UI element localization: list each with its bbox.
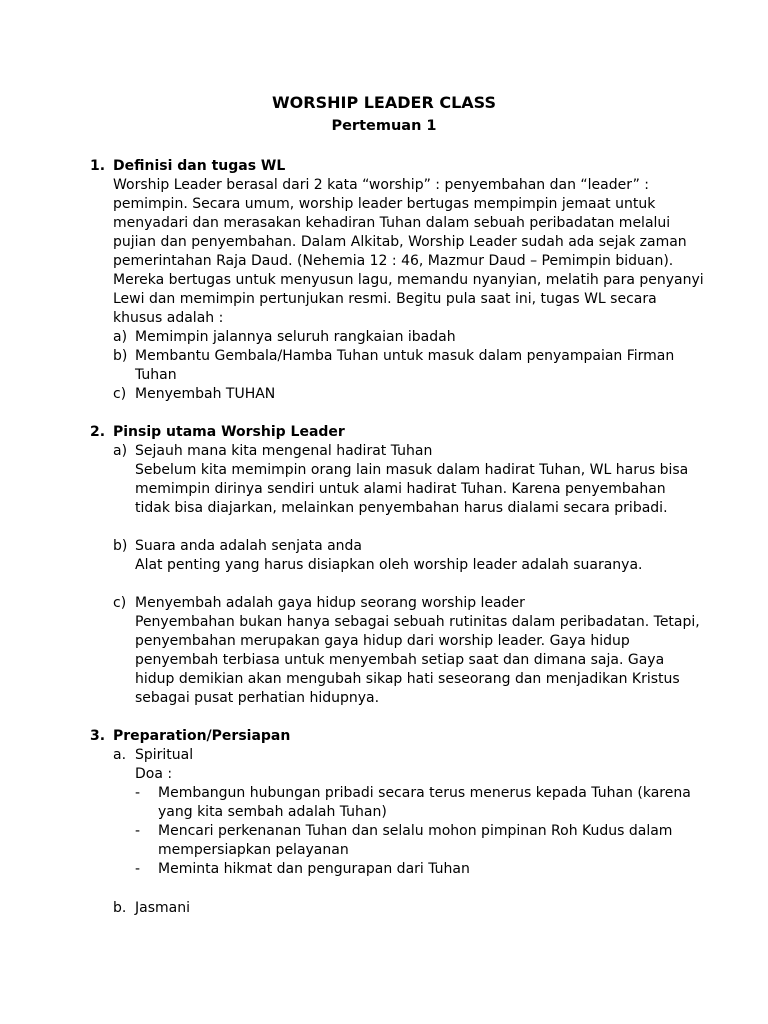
list-item: Penyembahan bukan hanya sebagai sebuah rutinitas dalam peribadatan. Tetapi, — [135, 614, 700, 630]
bullet-marker: - — [135, 785, 141, 801]
section-1-paragraph-line: Worship Leader berasal dari 2 kata “worship” : penyembahan dan “leader” : — [113, 177, 649, 193]
section-2-heading: Pinsip utama Worship Leader — [113, 424, 345, 440]
list-marker: b) — [113, 348, 128, 364]
list-item: penyembahan merupakan gaya hidup dari worship leader. Gaya hidup — [135, 633, 630, 649]
list-marker: c) — [113, 595, 127, 611]
list-item: Menyembah adalah gaya hidup seorang worship leader — [135, 595, 525, 611]
list-item: Memimpin jalannya seluruh rangkaian ibadah — [135, 329, 456, 345]
section-3-number: 3. — [90, 728, 106, 744]
list-item: Tuhan — [135, 367, 177, 383]
doa-label: Doa : — [135, 766, 173, 782]
list-item: Suara anda adalah senjata anda — [135, 538, 363, 554]
bullet-item: Mencari perkenanan Tuhan dan selalu mohon pimpinan Roh Kudus dalam — [158, 823, 673, 839]
list-item: hidup demikian akan mengubah sikap hati seseorang dan menjadikan Kristus — [135, 671, 680, 687]
section-3-heading: Preparation/Persiapan — [113, 728, 291, 744]
section-1-paragraph-line: khusus adalah : — [113, 310, 224, 326]
bullet-item: Meminta hikmat dan pengurapan dari Tuhan — [158, 861, 470, 877]
section-1-paragraph-line: Lewi dan memimpin pertunjukan resmi. Begitu pula saat ini, tugas WL secara — [113, 291, 657, 307]
page-subtitle: Pertemuan 1 — [331, 118, 437, 134]
list-marker: a) — [113, 329, 128, 345]
bullet-marker: - — [135, 861, 141, 877]
list-marker: a. — [113, 747, 127, 763]
list-marker: b. — [113, 900, 127, 916]
section-2-number: 2. — [90, 424, 106, 440]
bullet-item: yang kita sembah adalah Tuhan) — [158, 804, 387, 820]
list-item: sebagai pusat perhatian hidupnya. — [135, 690, 380, 706]
bullet-item: Membangun hubungan pribadi secara terus menerus kepada Tuhan (karena — [158, 785, 691, 801]
list-item: Membantu Gembala/Hamba Tuhan untuk masuk dalam penyampaian Firman — [135, 348, 675, 364]
section-1-paragraph-line: pemimpin. Secara umum, worship leader bertugas mempimpin jemaat untuk — [113, 196, 656, 212]
list-item: Alat penting yang harus disiapkan oleh worship leader adalah suaranya. — [135, 557, 643, 573]
page-title: WORSHIP LEADER CLASS — [272, 93, 496, 112]
section-1-paragraph-line: pujian dan penyembahan. Dalam Alkitab, Worship Leader sudah ada sejak zaman — [113, 234, 687, 250]
bullet-item: mempersiapkan pelayanan — [158, 842, 349, 858]
list-marker: b) — [113, 538, 128, 554]
list-item: tidak bisa diajarkan, melainkan penyembahan harus dialami secara pribadi. — [135, 500, 668, 516]
list-item: Jasmani — [135, 900, 190, 916]
list-item: Sejauh mana kita mengenal hadirat Tuhan — [135, 443, 433, 459]
section-1-paragraph-line: pemerintahan Raja Daud. (Nehemia 12 : 46, Mazmur Daud – Pemimpin biduan). — [113, 253, 674, 269]
section-1-paragraph-line: Mereka bertugas untuk menyusun lagu, memandu nyanyian, melatih para penyanyi — [113, 272, 704, 288]
list-item: Sebelum kita memimpin orang lain masuk dalam hadirat Tuhan, WL harus bisa — [135, 462, 689, 478]
list-item: memimpin dirinya sendiri untuk alami hadirat Tuhan. Karena penyembahan — [135, 481, 666, 497]
list-marker: a) — [113, 443, 128, 459]
section-1-heading: Definisi dan tugas WL — [113, 158, 286, 174]
section-1-number: 1. — [90, 158, 106, 174]
bullet-marker: - — [135, 823, 141, 839]
list-item: penyembah terbiasa untuk menyembah setiap saat dan dimana saja. Gaya — [135, 652, 665, 668]
list-item: Menyembah TUHAN — [135, 386, 276, 402]
list-item: Spiritual — [135, 747, 194, 763]
list-marker: c) — [113, 386, 127, 402]
section-1-paragraph-line: menyadari dan merasakan kehadiran Tuhan dalam sebuah peribadatan melalui — [113, 215, 671, 231]
